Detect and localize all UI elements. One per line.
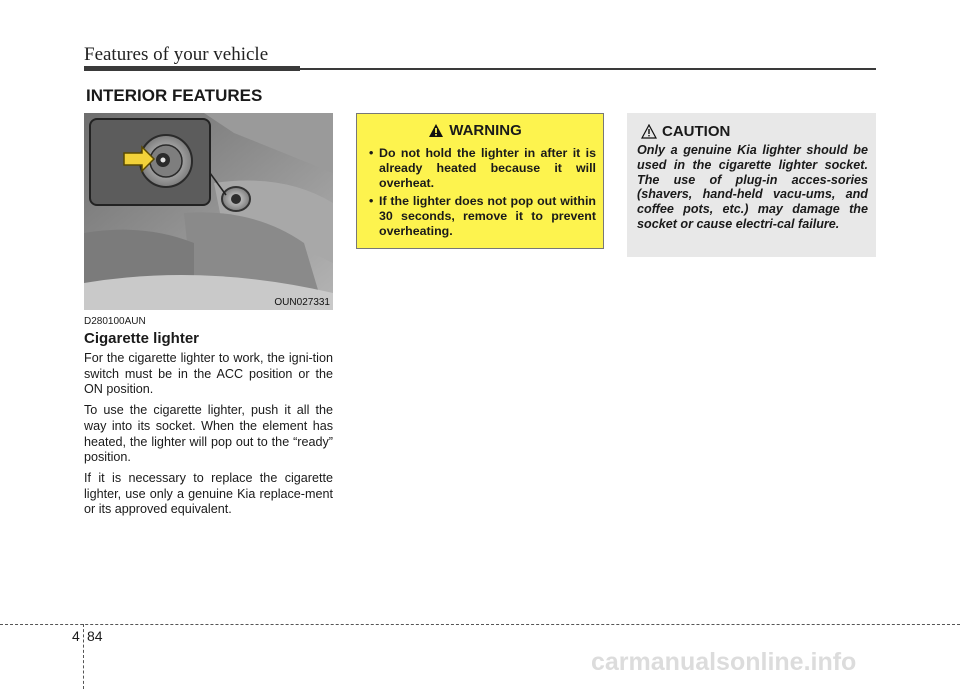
page-number: 84: [87, 628, 103, 644]
caution-text: Only a genuine Kia lighter should be used in the cigarette lighter socket. The use of plug-in acces-sories (shavers, hand-held vacu-ums, and coffee pots, etc.) may damage the socket or cause electri-cal failure.: [637, 143, 868, 231]
footer-vertical-divider: [83, 624, 84, 689]
caution-triangle-icon: [641, 124, 657, 139]
paragraph: For the cigarette lighter to work, the igni-tion switch must be in the ACC position or the ON position.: [84, 351, 333, 397]
console-illustration: [84, 113, 333, 310]
header-rule-thin: [300, 68, 876, 70]
reference-code: D280100AUN: [84, 316, 146, 327]
warning-triangle-icon: [428, 123, 444, 138]
warning-list: [369, 146, 596, 242]
paragraph: If it is necessary to replace the cigarette lighter, use only a genuine Kia replace-ment or its approved equivalent.: [84, 470, 333, 517]
list-item: • Do not hold the lighter in after it is already heated because it will overheat.: [369, 146, 596, 191]
article-body: [84, 351, 333, 523]
cigarette-lighter-photo: [84, 113, 333, 310]
section-title: INTERIOR FEATURES: [86, 86, 263, 105]
figure-code: OUN027331: [274, 297, 330, 308]
caution-box: [627, 113, 876, 257]
caution-header: [641, 123, 876, 140]
footer-divider: [0, 624, 960, 625]
warning-label: WARNING: [449, 122, 522, 139]
page-header-title: Features of your vehicle: [84, 44, 269, 65]
header-rule-thick: [84, 66, 300, 71]
chapter-number: 4: [72, 628, 80, 644]
article-heading: Cigarette lighter: [84, 330, 200, 347]
list-item: • If the lighter does not pop out within 30 seconds, remove it to prevent overheating.: [369, 194, 596, 239]
warning-header: [347, 122, 603, 139]
paragraph: To use the cigarette lighter, push it all the way into its socket. When the element has heated, the lighter will pop out to the “ready” position.: [84, 403, 333, 465]
caution-label: CAUTION: [662, 123, 731, 140]
warning-box: [356, 113, 604, 249]
watermark: carmanualsonline.info: [591, 648, 857, 676]
